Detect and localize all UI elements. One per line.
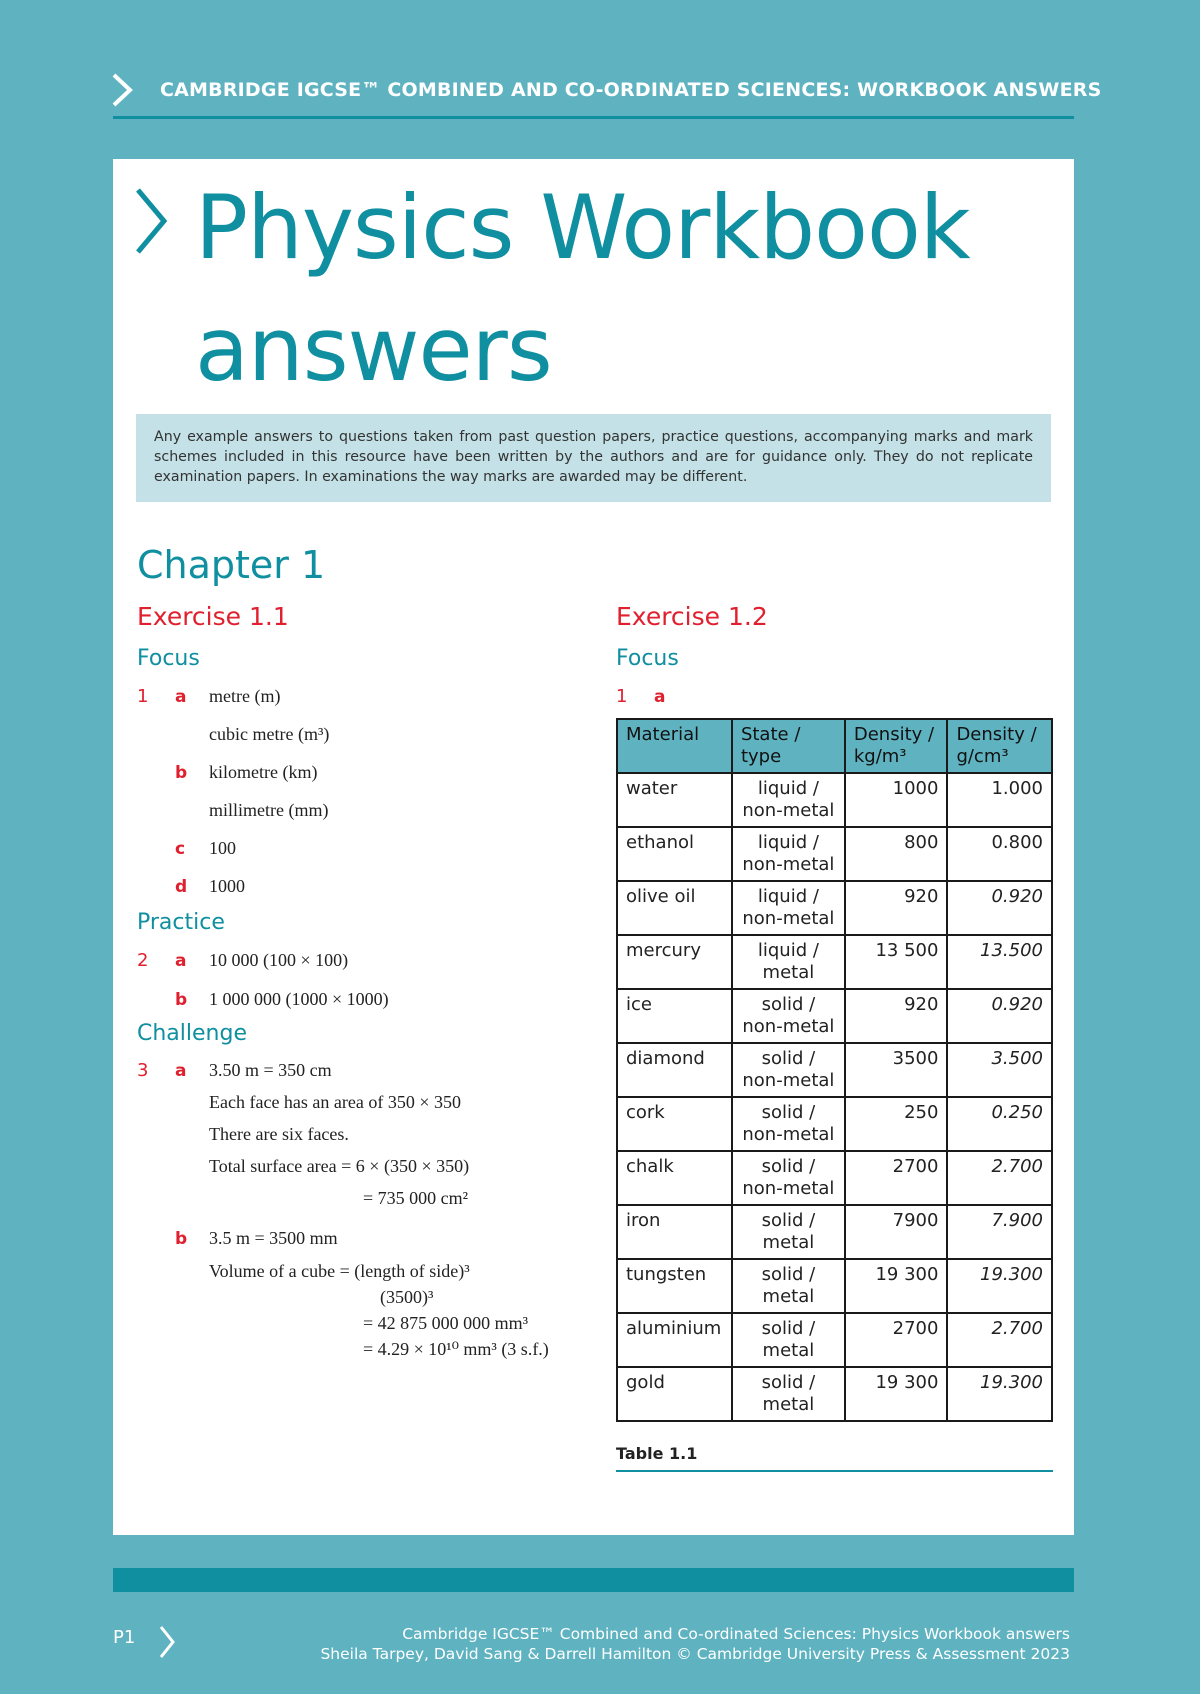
density-g-cell: 0.920 [947, 989, 1052, 1043]
part-letter: b [175, 763, 188, 783]
focus-heading: Focus [137, 646, 200, 671]
material-cell: diamond [617, 1043, 732, 1097]
footer-credits [320, 1624, 1070, 1664]
density-kg-cell: 2700 [845, 1313, 948, 1367]
table-row [617, 1367, 1052, 1421]
part-letter: a [654, 687, 666, 707]
density-kg-cell: 7900 [845, 1205, 948, 1259]
state-cell: liquid / metal [732, 935, 845, 989]
answer-text: Each face has an area of 350 × 350 [209, 1092, 462, 1112]
material-cell: gold [617, 1367, 732, 1421]
question-number: 1 [137, 686, 149, 707]
answer-text: 1000 [209, 876, 245, 896]
material-cell: chalk [617, 1151, 732, 1205]
part-letter: a [175, 687, 187, 707]
column-header: Material [617, 719, 732, 773]
answer-text: 1 000 000 (1000 × 1000) [209, 989, 389, 1009]
state-cell: solid / non-metal [732, 989, 845, 1043]
density-g-cell: 2.700 [947, 1151, 1052, 1205]
density-kg-cell: 3500 [845, 1043, 948, 1097]
page-title [195, 167, 1055, 411]
page-number: P1 [113, 1627, 136, 1648]
question-number: 2 [137, 950, 149, 971]
density-g-cell: 19.300 [947, 1259, 1052, 1313]
answer-text: metre (m) [209, 686, 281, 706]
state-cell: solid / non-metal [732, 1097, 845, 1151]
title-line-2: answers [195, 298, 552, 401]
density-g-cell: 1.000 [947, 773, 1052, 827]
state-cell: solid / metal [732, 1259, 845, 1313]
density-kg-cell: 920 [845, 989, 948, 1043]
exercise-1-1 [137, 602, 577, 1359]
table-row [617, 1259, 1052, 1313]
density-table [616, 718, 1053, 1422]
caption-rule [616, 1470, 1053, 1472]
title-line-1: Physics Workbook [195, 176, 970, 279]
state-cell: solid / non-metal [732, 1151, 845, 1205]
density-g-cell: 0.920 [947, 881, 1052, 935]
material-cell: ice [617, 989, 732, 1043]
density-kg-cell: 19 300 [845, 1367, 948, 1421]
exercise-heading: Exercise 1.2 [616, 602, 768, 631]
chevron-right-icon [110, 72, 134, 108]
state-cell: liquid / non-metal [732, 827, 845, 881]
challenge-heading: Challenge [137, 1021, 247, 1046]
material-cell: mercury [617, 935, 732, 989]
answer-text: kilometre (km) [209, 762, 318, 782]
answer-text: Volume of a cube = (length of side)³ [209, 1261, 470, 1281]
part-letter: a [175, 951, 187, 971]
footer-line-2: Sheila Tarpey, David Sang & Darrell Hamilton © Cambridge University Press & Assessment 2023 [320, 1645, 1070, 1663]
answer-text: (3500)³ [380, 1287, 434, 1307]
answer-text: = 735 000 cm² [363, 1188, 469, 1208]
density-g-cell: 0.800 [947, 827, 1052, 881]
part-letter: b [175, 990, 188, 1010]
density-kg-cell: 250 [845, 1097, 948, 1151]
running-header: CAMBRIDGE IGCSE™ COMBINED AND CO-ORDINATED SCIENCES: WORKBOOK ANSWERS [160, 79, 1102, 101]
footer-line-1: Cambridge IGCSE™ Combined and Co-ordinated Sciences: Physics Workbook answers [402, 1625, 1070, 1643]
material-cell: water [617, 773, 732, 827]
density-g-cell: 3.500 [947, 1043, 1052, 1097]
part-letter: a [175, 1061, 187, 1081]
answer-text: There are six faces. [209, 1124, 349, 1144]
material-cell: iron [617, 1205, 732, 1259]
table-caption: Table 1.1 [616, 1444, 698, 1463]
state-cell: solid / metal [732, 1313, 845, 1367]
density-kg-cell: 800 [845, 827, 948, 881]
exercise-1-2 [616, 602, 1056, 1463]
state-cell: solid / non-metal [732, 1043, 845, 1097]
answer-text: = 42 875 000 000 mm³ [363, 1313, 529, 1333]
practice-heading: Practice [137, 910, 225, 935]
question-number: 3 [137, 1060, 149, 1081]
table-row [617, 1043, 1052, 1097]
state-cell: solid / metal [732, 1367, 845, 1421]
density-g-cell: 2.700 [947, 1313, 1052, 1367]
chevron-right-icon [158, 1624, 176, 1660]
density-kg-cell: 19 300 [845, 1259, 948, 1313]
material-cell: tungsten [617, 1259, 732, 1313]
density-kg-cell: 2700 [845, 1151, 948, 1205]
table-row [617, 1097, 1052, 1151]
column-header: Density / kg/m³ [845, 719, 948, 773]
column-header: State / type [732, 719, 845, 773]
density-kg-cell: 920 [845, 881, 948, 935]
table-row [617, 935, 1052, 989]
chevron-right-icon [133, 186, 169, 256]
table-row [617, 773, 1052, 827]
state-cell: liquid / non-metal [732, 773, 845, 827]
part-letter: d [175, 877, 188, 897]
table-row [617, 1205, 1052, 1259]
exercise-heading: Exercise 1.1 [137, 602, 289, 631]
answer-text: cubic metre (m³) [209, 724, 330, 744]
material-cell: olive oil [617, 881, 732, 935]
material-cell: aluminium [617, 1313, 732, 1367]
chapter-heading: Chapter 1 [137, 543, 326, 587]
density-g-cell: 13.500 [947, 935, 1052, 989]
content-card [113, 159, 1074, 1535]
table-row [617, 827, 1052, 881]
footer-bar [113, 1568, 1074, 1592]
density-kg-cell: 13 500 [845, 935, 948, 989]
material-cell: cork [617, 1097, 732, 1151]
state-cell: solid / metal [732, 1205, 845, 1259]
answer-text: millimetre (mm) [209, 800, 329, 820]
answer-text: 3.5 m = 3500 mm [209, 1228, 338, 1248]
answer-text: 3.50 m = 350 cm [209, 1060, 332, 1080]
answer-text: 10 000 (100 × 100) [209, 950, 349, 970]
part-letter: b [175, 1229, 188, 1249]
part-letter: c [175, 839, 186, 859]
material-cell: ethanol [617, 827, 732, 881]
table-row [617, 1151, 1052, 1205]
density-g-cell: 7.900 [947, 1205, 1052, 1259]
question-number: 1 [616, 686, 628, 707]
focus-heading: Focus [616, 646, 679, 671]
answer-text: Total surface area = 6 × (350 × 350) [209, 1156, 470, 1176]
density-g-cell: 0.250 [947, 1097, 1052, 1151]
column-header: Density / g/cm³ [947, 719, 1052, 773]
table-row [617, 1313, 1052, 1367]
header-rule [113, 116, 1074, 119]
disclaimer-box: Any example answers to questions taken from past question papers, practice questions, accompanying marks and mark schemes included in this resource have been written by the authors and are for guidance only. They do not replicate examination papers. In examinations the way marks are awarded may be different. [136, 414, 1051, 502]
density-kg-cell: 1000 [845, 773, 948, 827]
table-row [617, 881, 1052, 935]
answer-text: = 4.29 × 10¹⁰ mm³ (3 s.f.) [363, 1339, 549, 1359]
answer-text: 100 [209, 838, 236, 858]
table-row [617, 989, 1052, 1043]
state-cell: liquid / non-metal [732, 881, 845, 935]
table-header-row [617, 719, 1052, 773]
density-g-cell: 19.300 [947, 1367, 1052, 1421]
